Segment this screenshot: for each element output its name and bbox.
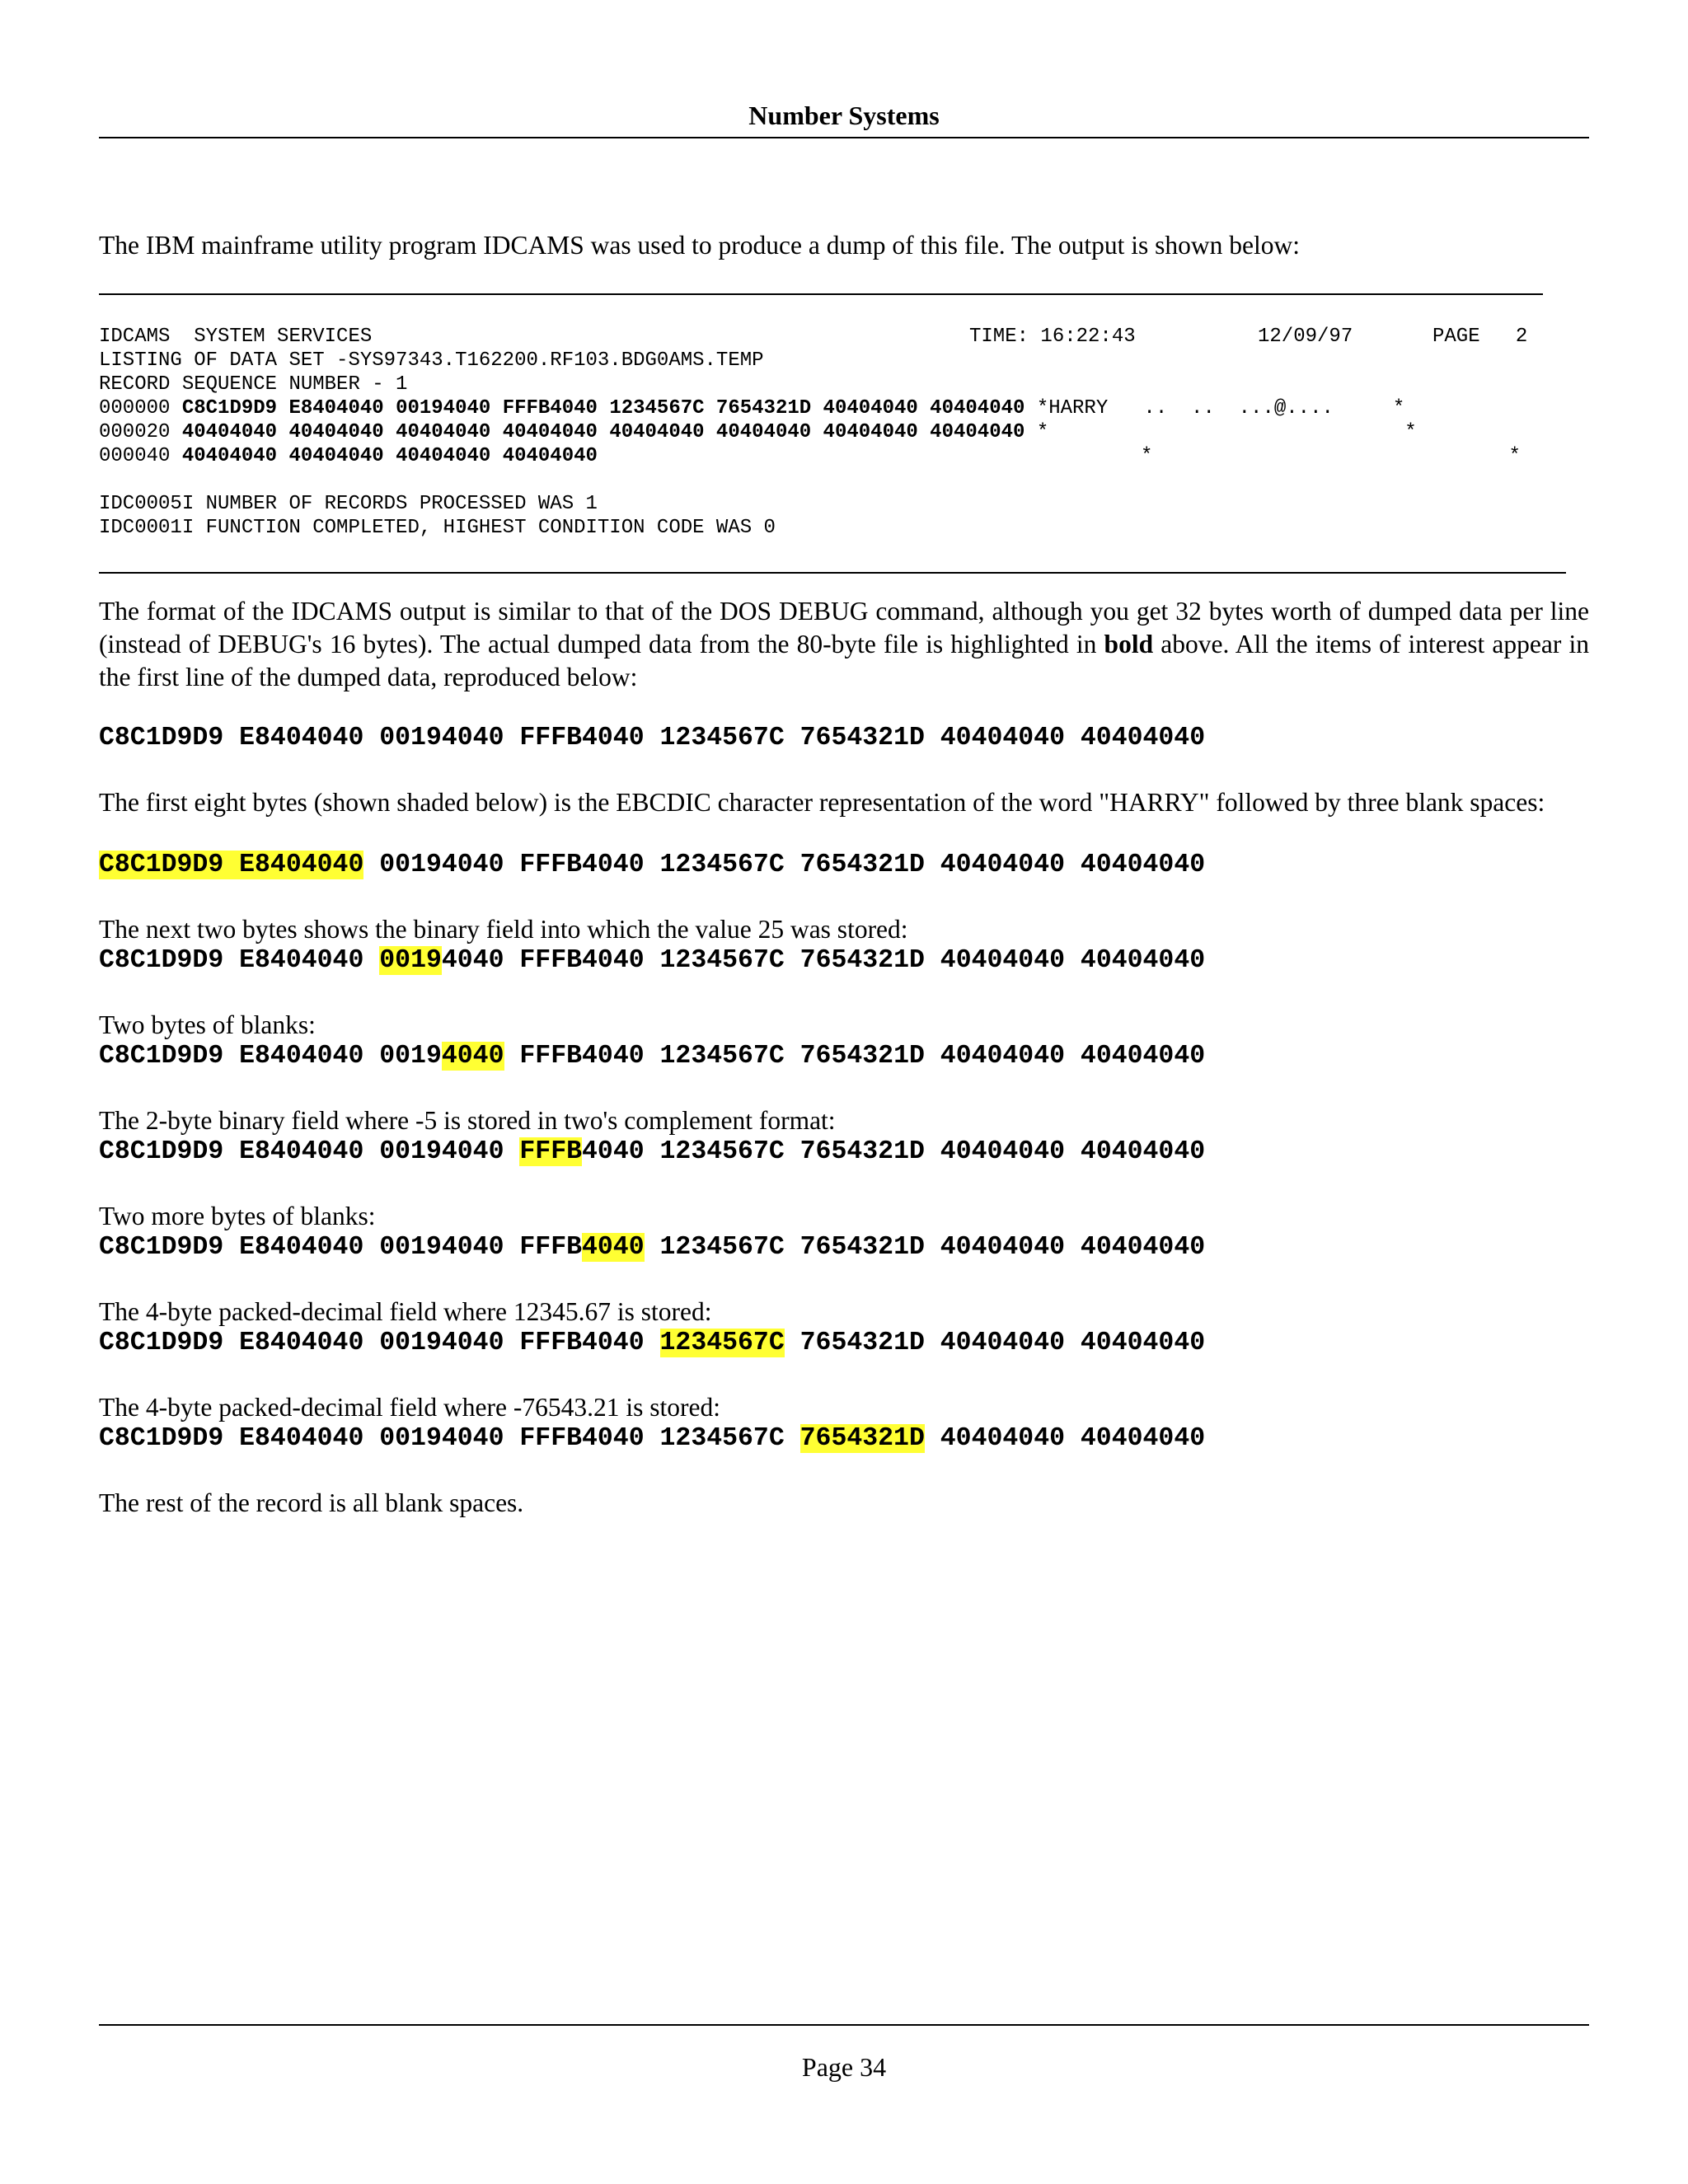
section-minus5-text: The 2-byte binary field where -5 is stored in two's complement format: [99,1106,836,1135]
reproduced-hex-line: C8C1D9D9 E8404040 00194040 FFFB4040 1234567C 7654321D 40404040 40404040 [99,724,1206,752]
hex-post: 1234567C 7654321D 40404040 40404040 [644,1233,1206,1262]
section-blanks-hex [99,1040,1205,1073]
dump-top-rule [99,293,1543,295]
dump-record-row [99,396,1404,420]
header-rule [99,137,1589,138]
hex-post: FFFB4040 1234567C 7654321D 40404040 40404040 [504,1042,1206,1071]
hex-highlight: FFFB [519,1137,583,1166]
hex-pre: C8C1D9D9 E8404040 [99,946,380,975]
hex-highlight: C8C1D9D9 E8404040 [99,851,364,879]
format-text-2: above. All the items of interest appear in the first line of the dumped data, reproduced below: [99,630,1589,691]
closing-paragraph: The rest of the record is all blank spaces. [99,1488,524,1517]
dump-line-3: RECORD SEQUENCE NUMBER - 1 [99,373,408,396]
section-packed-positive-hex [99,1327,1205,1360]
section-binary25-text: The next two bytes shows the binary field into which the value 25 was stored: [99,915,908,944]
hex-highlight: 4040 [582,1233,645,1262]
hex-post: 4040 1234567C 7654321D 40404040 40404040 [582,1137,1206,1166]
dump-offset: 000040 [99,445,171,467]
dump-line-1 [99,325,372,349]
hex-highlight: 4040 [441,1042,504,1071]
hex-pre: C8C1D9D9 E8404040 0019 [99,1042,442,1071]
page-number: Page 34 [801,2052,887,2082]
intro-paragraph: The IBM mainframe utility program IDCAMS was used to produce a dump of this file. The output is shown below: [99,231,1300,260]
dump-time: TIME: 16:22:43 [969,326,1136,348]
dump-record-row [99,444,598,468]
dump-hex: C8C1D9D9 E8404040 00194040 FFFB4040 1234567C 7654321D 40404040 40404040 [181,397,1025,419]
hex-pre: C8C1D9D9 E8404040 00194040 FFFB4040 [99,1329,660,1357]
section-blanks-text: Two bytes of blanks: [99,1010,316,1039]
section-packed-negative-hex [99,1422,1205,1455]
section-binary25-hex [99,944,1205,977]
hex-pre: C8C1D9D9 E8404040 00194040 FFFB4040 1234567C [99,1424,800,1453]
section-packed-negative-text: The 4-byte packed-decimal field where -76543.21 is stored: [99,1393,720,1422]
dump-chars: * * [1036,421,1417,443]
dump-msg-function: IDC0001I FUNCTION COMPLETED, HIGHEST CONDITION CODE WAS 0 [99,517,776,539]
dump-hex: 40404040 40404040 40404040 40404040 [181,445,598,467]
hex-highlight: 0019 [379,946,442,975]
page-header-title: Number Systems [748,101,940,130]
hex-pre: C8C1D9D9 E8404040 00194040 FFFB [99,1233,582,1262]
section-packed-positive-text: The 4-byte packed-decimal field where 12345.67 is stored: [99,1297,712,1326]
section-more-blanks-hex [99,1231,1205,1264]
dump-msg-records: IDC0005I NUMBER OF RECORDS PROCESSED WAS 1 [99,493,598,515]
dump-chars: * * [1141,445,1521,467]
dump-page: PAGE 2 [1432,326,1528,348]
format-bold-word: bold [1104,630,1154,658]
hex-post: 40404040 40404040 [924,1424,1206,1453]
section-harry-text: The first eight bytes (shown shaded below) is the EBCDIC character representation of the word "HARRY" followed by three blank spaces: [99,788,1545,817]
dump-hex: 40404040 40404040 40404040 40404040 40404040 40404040 40404040 40404040 [181,421,1025,443]
format-text-1: The format of the IDCAMS output is similar to that of the DOS DEBUG command, although you get 32 bytes worth of dumped data per line (instead of DEBUG's 16 bytes). The actual dumped data from the 80-byte file is highlighted in [99,597,1589,658]
dump-system-label: IDCAMS SYSTEM SERVICES [99,326,373,348]
hex-highlight: 1234567C [659,1329,785,1357]
hex-pre: C8C1D9D9 E8404040 00194040 [99,1137,520,1166]
section-minus5-hex [99,1136,1205,1169]
dump-chars: *HARRY .. .. ...@.... * [1036,397,1405,419]
dump-record-row [99,420,1417,444]
section-harry-hex [99,849,1205,882]
hex-post: 00194040 FFFB4040 1234567C 7654321D 40404040 40404040 [363,851,1206,879]
dump-offset: 000020 [99,421,171,443]
section-more-blanks-text: Two more bytes of blanks: [99,1202,376,1230]
hex-post: 4040 FFFB4040 1234567C 7654321D 40404040 40404040 [441,946,1206,975]
dump-date: 12/09/97 [1258,326,1353,348]
footer-rule [99,2024,1589,2026]
format-paragraph [99,595,1589,694]
hex-highlight: 7654321D [799,1424,925,1453]
dump-line-2: LISTING OF DATA SET -SYS97343.T162200.RF103.BDG0AMS.TEMP [99,349,764,372]
hex-post: 7654321D 40404040 40404040 [784,1329,1206,1357]
dump-offset: 000000 [99,397,171,419]
dump-bottom-rule [99,572,1566,574]
